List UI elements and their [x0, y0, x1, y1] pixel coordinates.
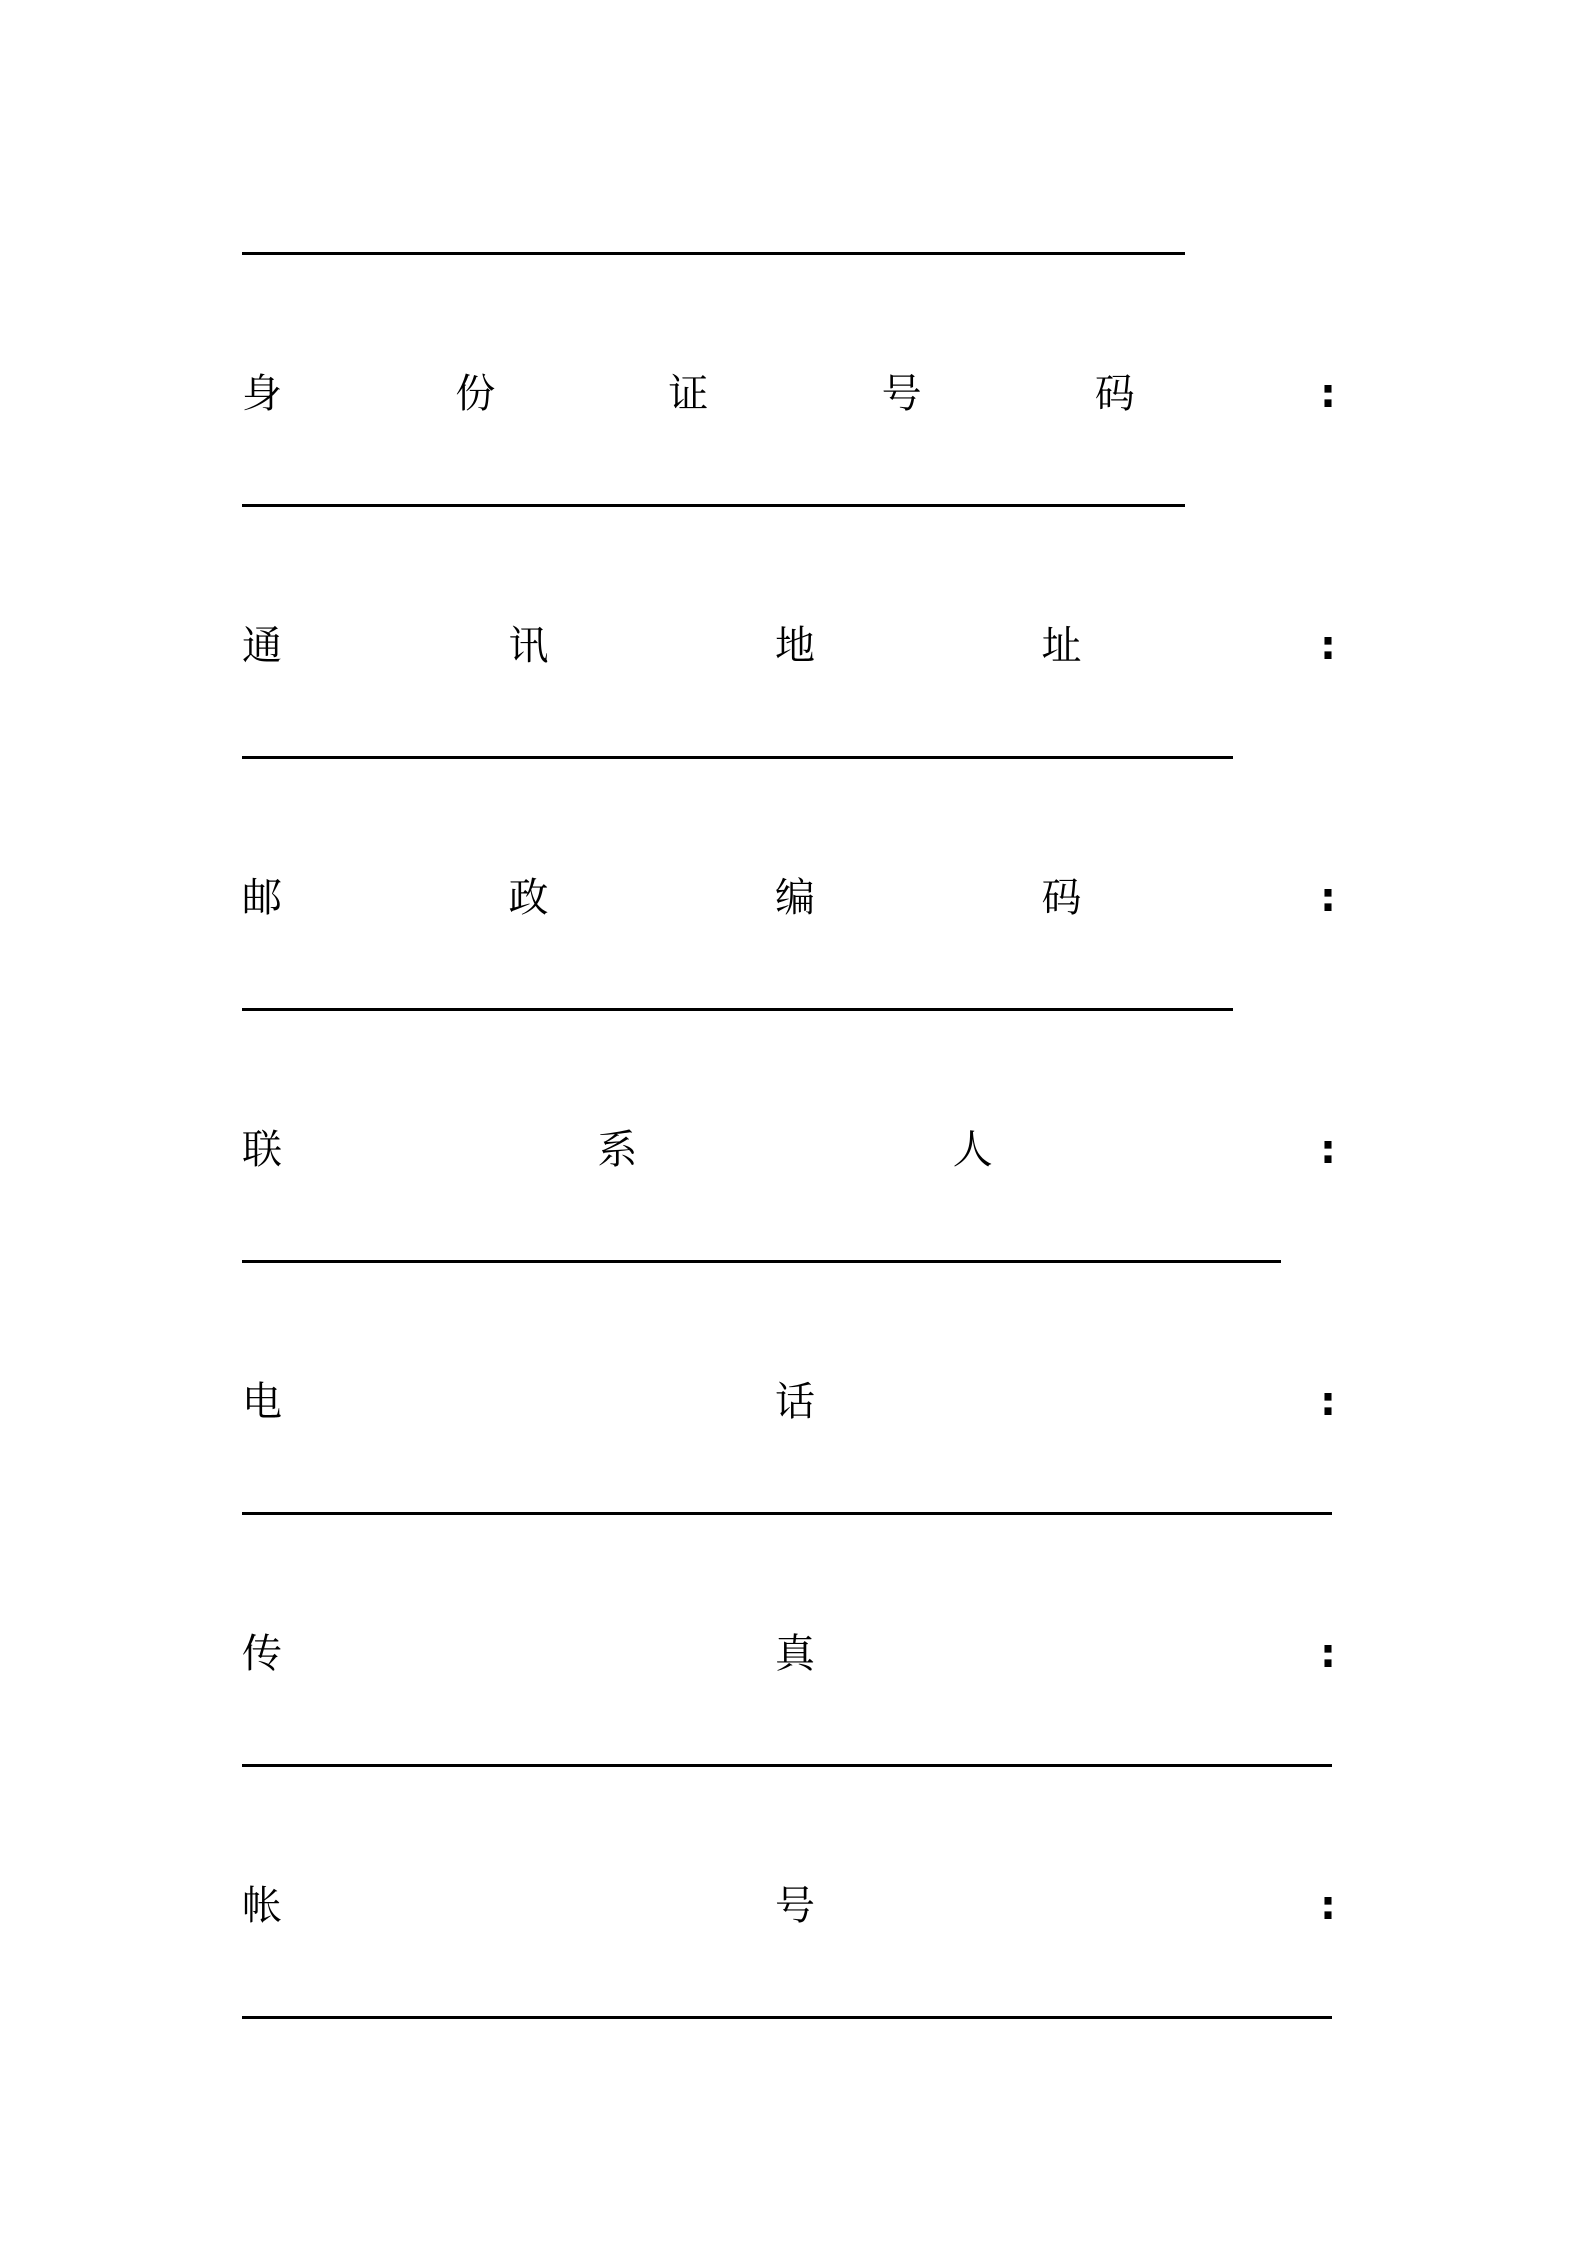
label-char: 号 — [881, 371, 922, 417]
label-colon: : — [1320, 1883, 1336, 1929]
label-char: 编 — [775, 875, 815, 921]
account-number-blank-line[interactable] — [242, 2016, 1332, 2019]
fax-blank-line[interactable] — [242, 1764, 1332, 1767]
label-char: 号 — [775, 1883, 815, 1929]
label-char: 传 — [242, 1631, 282, 1677]
label-char: 址 — [1041, 623, 1082, 669]
label-colon: : — [1320, 1631, 1336, 1677]
label-char: 码 — [1094, 371, 1135, 417]
label-char: 联 — [242, 1127, 282, 1173]
label-colon: : — [1320, 1379, 1336, 1425]
label-char: 帐 — [242, 1883, 282, 1929]
account-number-label — [242, 1876, 1334, 1936]
phone-label — [242, 1372, 1334, 1432]
id-number-blank-line[interactable] — [242, 504, 1185, 507]
label-colon: : — [1319, 371, 1336, 417]
label-char: 地 — [775, 623, 815, 669]
label-colon: : — [1319, 1127, 1336, 1173]
phone-blank-line[interactable] — [242, 1512, 1332, 1515]
label-colon: : — [1320, 623, 1336, 669]
contact-person-blank-line[interactable] — [242, 1260, 1281, 1263]
label-char: 邮 — [242, 875, 282, 921]
fax-label — [242, 1624, 1334, 1684]
label-char: 码 — [1041, 875, 1082, 921]
label-char: 话 — [775, 1379, 815, 1425]
label-char: 真 — [775, 1631, 815, 1677]
postal-code-label — [242, 868, 1334, 928]
postal-code-blank-line[interactable] — [242, 1008, 1233, 1011]
label-char: 身 — [242, 371, 282, 417]
label-char: 份 — [455, 371, 496, 417]
id-number-label — [242, 364, 1334, 424]
label-char: 证 — [668, 371, 709, 417]
address-label — [242, 616, 1334, 676]
label-char: 讯 — [508, 623, 549, 669]
label-char: 政 — [508, 875, 549, 921]
label-colon: : — [1320, 875, 1336, 921]
blank-line — [242, 252, 1185, 255]
label-char: 电 — [242, 1379, 282, 1425]
contact-person-label — [242, 1120, 1334, 1180]
address-blank-line[interactable] — [242, 756, 1233, 759]
label-char: 系 — [597, 1127, 638, 1173]
label-char: 人 — [952, 1127, 993, 1173]
label-char: 通 — [242, 623, 282, 669]
